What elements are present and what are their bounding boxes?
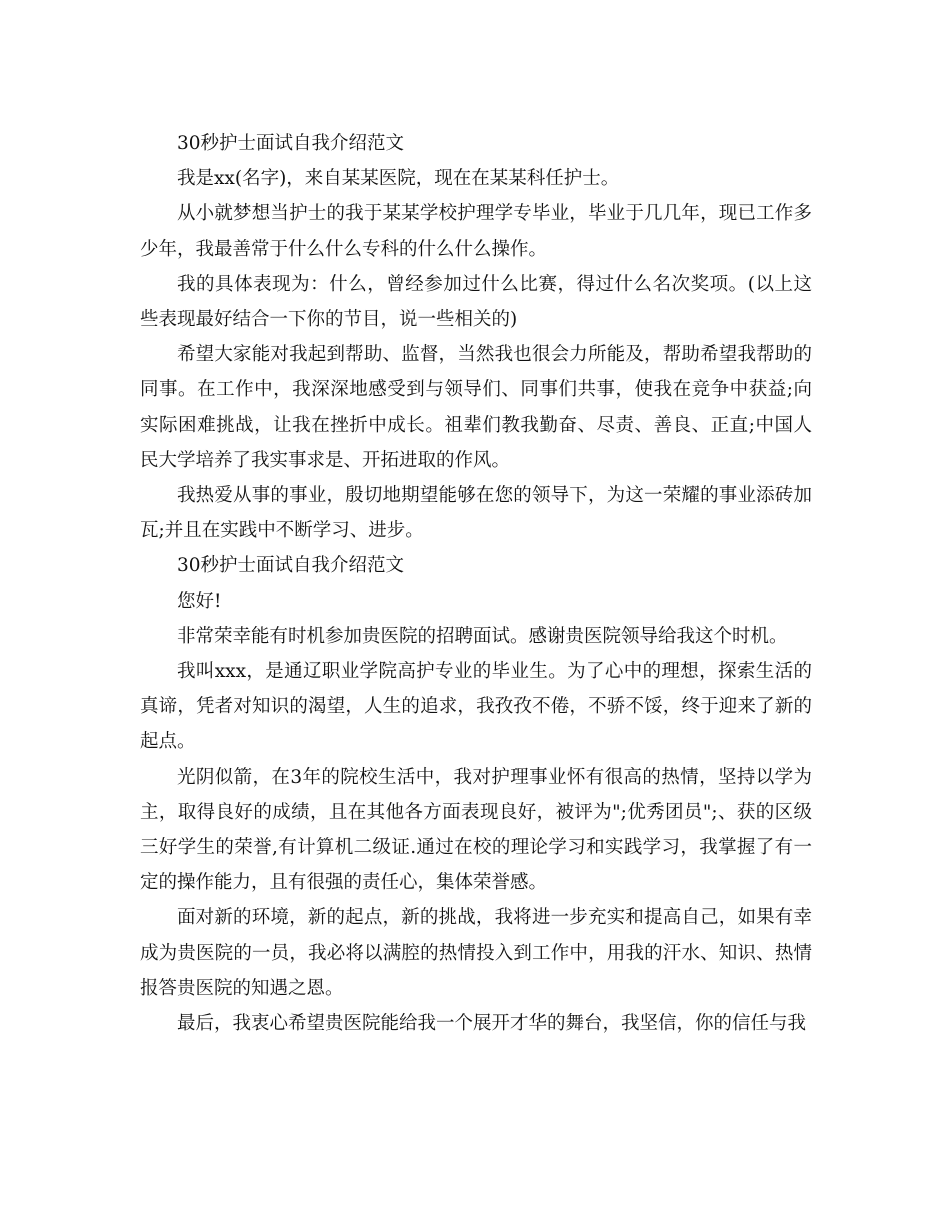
paragraph: 我的具体表现为：什么，曾经参加过什么比赛，得过什么名次奖项。(以上这些表现最好结合一下你的节目，说一些相关的)	[140, 273, 812, 331]
heading-2: 30秒护士面试自我介绍范文	[177, 555, 405, 577]
paragraph: 希望大家能对我起到帮助、监督，当然我也很会力所能及，帮助希望我帮助的同事。在工作中，我深深地感受到与领导们、同事们共事，使我在竞争中获益;向实际困难挑战，让我在挫折中成长。祖辈们教我勤奋、尽责、善良、正直;中国人民大学培养了我实事求是、开拓进取的作风。	[140, 344, 812, 471]
document-page	[140, 126, 812, 1041]
greeting: 您好!	[177, 590, 222, 612]
paragraph: 从小就梦想当护士的我于某某学校护理学专毕业，毕业于几几年，现已工作多少年，我最善常于什么什么专科的什么什么操作。	[140, 203, 812, 260]
paragraph: 非常荣幸能有时机参加贵医院的招聘面试。感谢贵医院领导给我这个时机。	[177, 625, 788, 647]
paragraph: 光阴似箭，在3年的院校生活中，我对护理事业怀有很高的热情，坚持以学为主，取得良好的成绩，且在其他各方面表现良好，被评为";优秀团员";、获的区级三好学生的荣誉,有计算机二级证.通过在校的理论学习和实践学习，我掌握了有一定的操作能力，且有很强的责任心，集体荣誉感。	[140, 766, 812, 894]
paragraph: 我热爱从事的事业，殷切地期望能够在您的领导下，为这一荣耀的事业添砖加瓦;并且在实践中不断学习、进步。	[140, 485, 812, 542]
paragraph: 我是xx(名字)，来自某某医院，现在在某某科任护士。	[177, 168, 620, 190]
paragraph: 最后，我衷心希望贵医院能给我一个展开才华的舞台，我坚信，你的信任与我	[177, 1013, 807, 1035]
heading-1: 30秒护士面试自我介绍范文	[177, 133, 405, 154]
paragraph: 面对新的环境，新的起点，新的挑战，我将进一步充实和提高自己，如果有幸成为贵医院的一员，我必将以满腔的热情投入到工作中，用我的汗水、知识、热情报答贵医院的知遇之恩。	[140, 907, 812, 999]
paragraph: 我叫xxx，是通辽职业学院高护专业的毕业生。为了心中的理想，探索生活的真谛，凭者对知识的渴望，人生的追求，我孜孜不倦，不骄不馁，终于迎来了新的起点。	[140, 661, 812, 753]
